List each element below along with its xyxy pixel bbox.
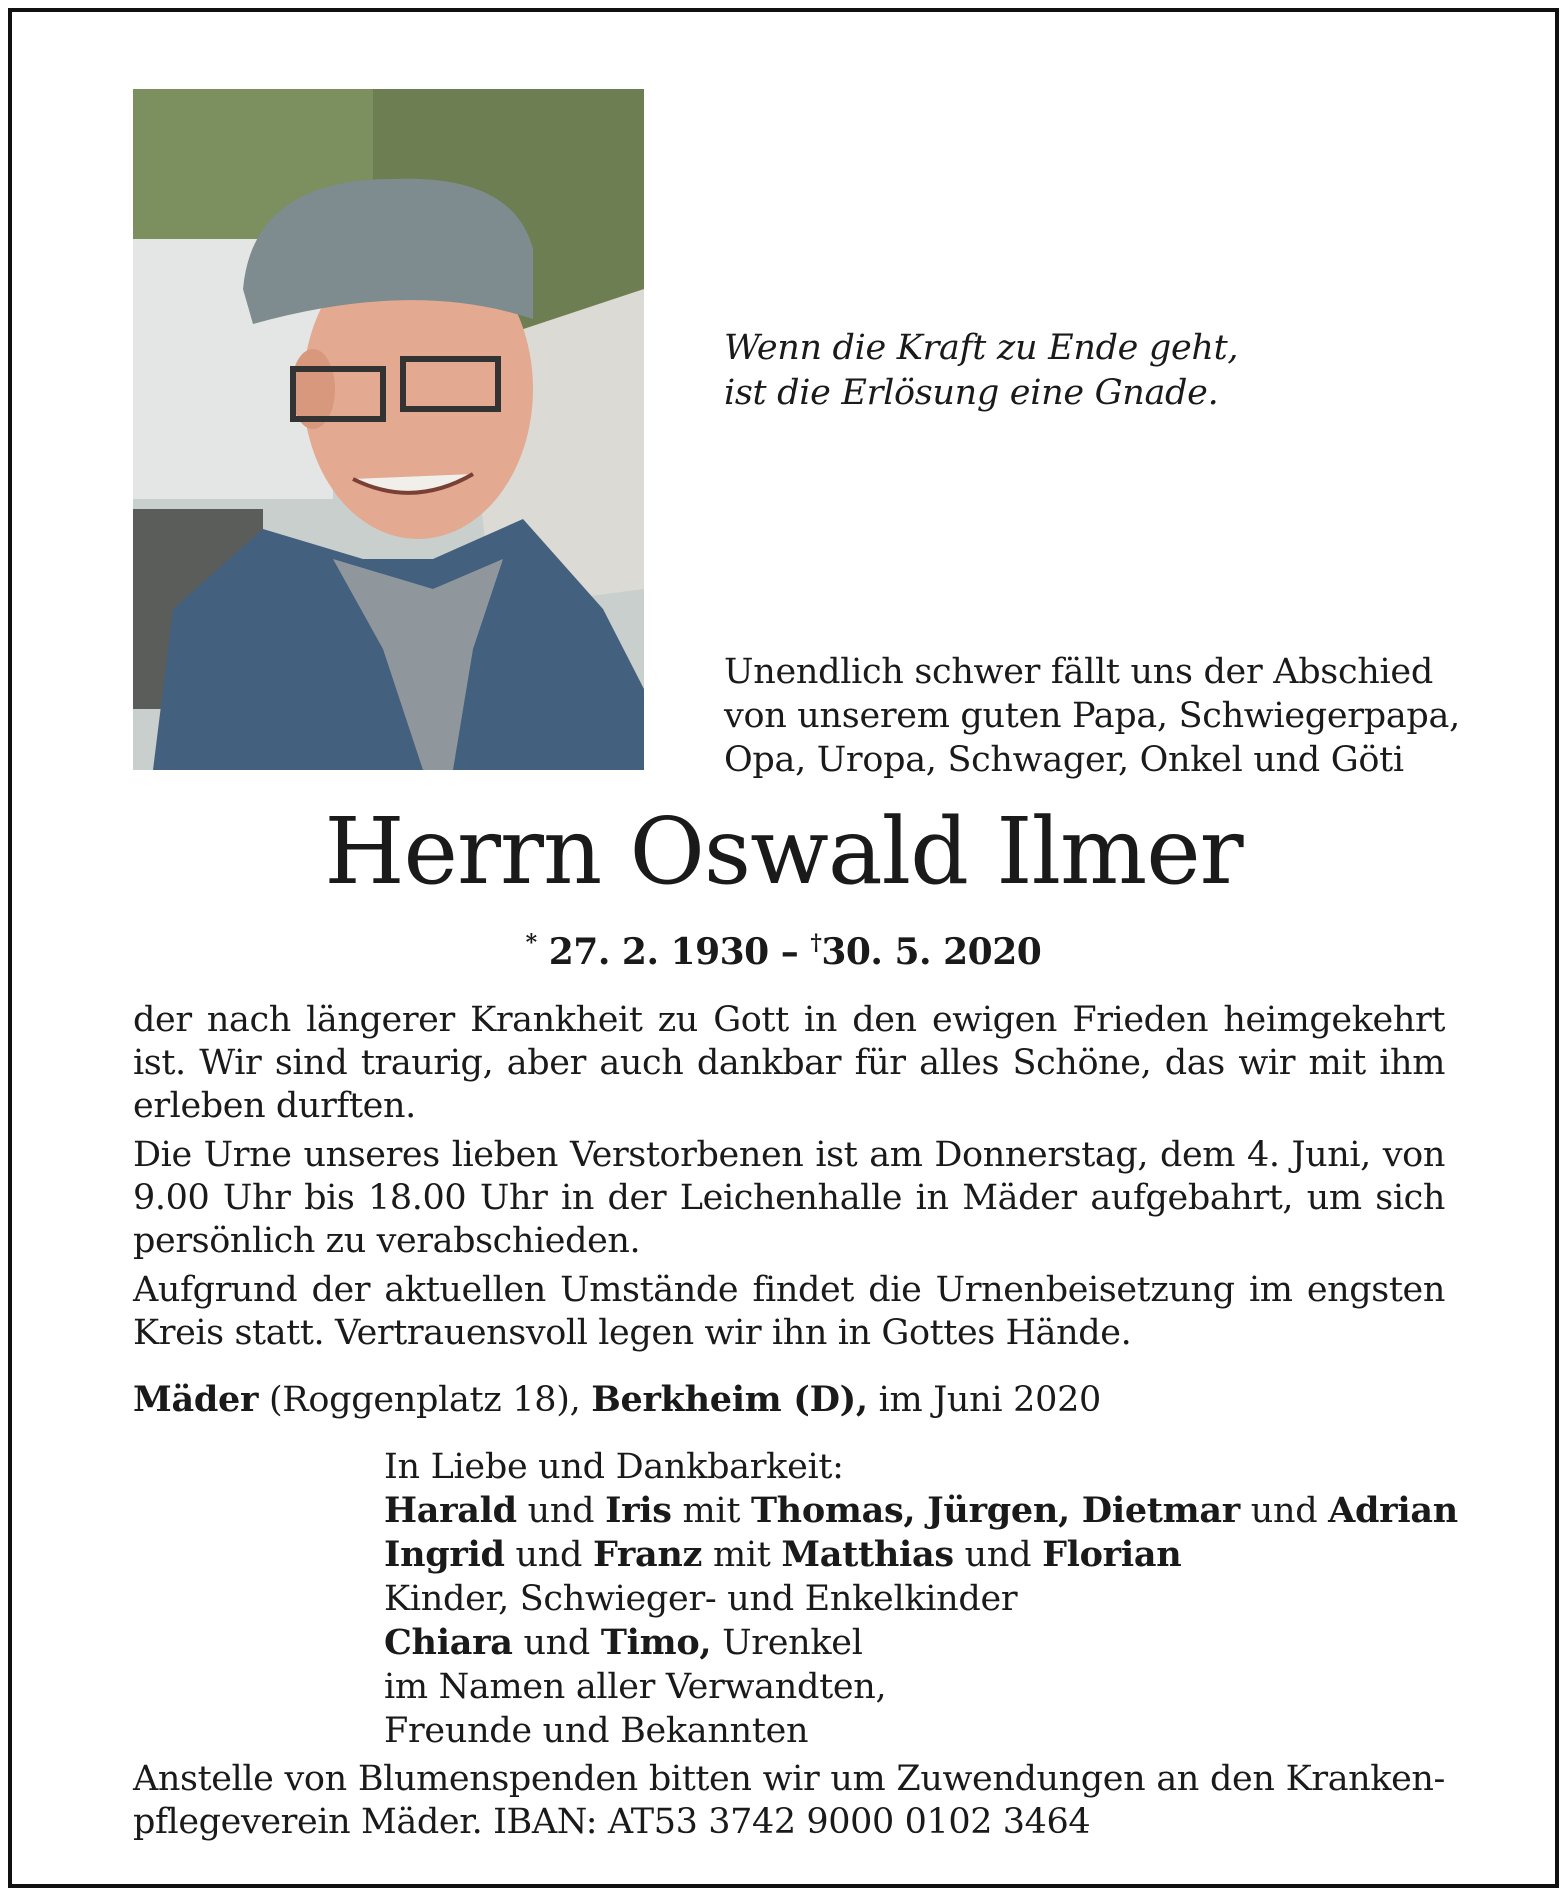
portrait-photo — [133, 89, 644, 770]
place-date-line — [133, 1378, 1101, 1422]
paragraph-burial: Aufgrund der aktuellen Umstände findet die Urnenbeisetzung im engsten Kreis statt. Vertrauensvoll legen wir ihn in Gottes Hände. — [133, 1270, 1445, 1353]
signer-name: Iris — [605, 1490, 672, 1531]
signer-conjunction: und — [527, 1491, 595, 1531]
life-dates — [12, 918, 1555, 977]
place-town-2: Berkheim (D), — [591, 1379, 868, 1420]
death-symbol: † — [810, 930, 822, 956]
paragraph-passing: der nach längerer Krankheit zu Gott in den ewigen Frieden heimgekehrt ist. Wir sind traurig, aber auch dankbar für alles Schöne, das wir mit ihm erleben durften. — [133, 1000, 1445, 1126]
signer-conjunction: und — [964, 1535, 1032, 1575]
motto-line: Wenn die Kraft zu Ende geht, — [724, 328, 1239, 368]
paragraph-viewing: Die Urne unseres lieben Verstorbenen ist am Donnerstag, dem 4. Juni, von 9.00 Uhr bis 18.00 Uhr in der Leichenhalle in Mäder aufgebahrt, um sich persönlich zu verabschieden. — [133, 1135, 1445, 1261]
signer-conjunction: mit — [682, 1491, 741, 1531]
signer-name: Thomas, Jürgen, Dietmar — [750, 1490, 1240, 1531]
signer-name: Harald — [384, 1490, 517, 1531]
signers-block — [384, 1445, 1458, 1753]
place-date: im Juni 2020 — [878, 1380, 1102, 1420]
motto-line: ist die Erlösung eine Gnade. — [724, 373, 1219, 413]
birth-date: 27. 2. 1930 — [548, 931, 769, 973]
signer-conjunction: und — [523, 1623, 591, 1663]
portrait-image — [133, 89, 644, 770]
signers-relation: Urenkel — [722, 1623, 863, 1663]
intro-text — [724, 650, 1460, 782]
signer-name: Franz — [592, 1534, 703, 1575]
birth-symbol: * — [525, 930, 537, 956]
signer-name: Matthias — [781, 1534, 954, 1575]
signer-conjunction: mit — [712, 1535, 771, 1575]
signer-name: Adrian — [1328, 1490, 1458, 1531]
death-date: 30. 5. 2020 — [821, 931, 1042, 973]
signers-closing: im Namen aller Verwandten, — [384, 1667, 887, 1707]
obituary-notice — [8, 8, 1559, 1888]
signer-conjunction: und — [1250, 1491, 1318, 1531]
place-address-1: (Roggenplatz 18), — [268, 1380, 581, 1420]
signers-heading: In Liebe und Dankbarkeit: — [384, 1447, 844, 1487]
signer-name: Timo, — [600, 1622, 712, 1663]
signer-name: Florian — [1042, 1534, 1182, 1575]
donation-note: Anstelle von Blumenspenden bitten wir um Zuwendungen an den Kranken-pflegeverein Mäder. IBAN: AT53 3742 9000 0102 3464 — [133, 1759, 1445, 1842]
signer-name: Ingrid — [384, 1534, 505, 1575]
signers-row — [384, 1621, 1458, 1665]
date-separator: – — [780, 931, 799, 973]
intro-line: Opa, Uropa, Schwager, Onkel und Göti — [724, 740, 1404, 780]
place-town-1: Mäder — [133, 1379, 259, 1420]
motto — [724, 326, 1238, 416]
signers-row — [384, 1489, 1458, 1533]
signer-conjunction: und — [515, 1535, 583, 1575]
intro-line: Unendlich schwer fällt uns der Abschied — [724, 652, 1433, 692]
intro-line: von unserem guten Papa, Schwiegerpapa, — [724, 696, 1460, 736]
signers-row — [384, 1533, 1458, 1577]
deceased-name: Herrn Oswald Ilmer — [324, 798, 1243, 905]
signers-closing: Freunde und Bekannten — [384, 1711, 809, 1751]
signer-name: Chiara — [384, 1622, 513, 1663]
signers-relation: Kinder, Schwieger- und Enkelkinder — [384, 1579, 1018, 1619]
